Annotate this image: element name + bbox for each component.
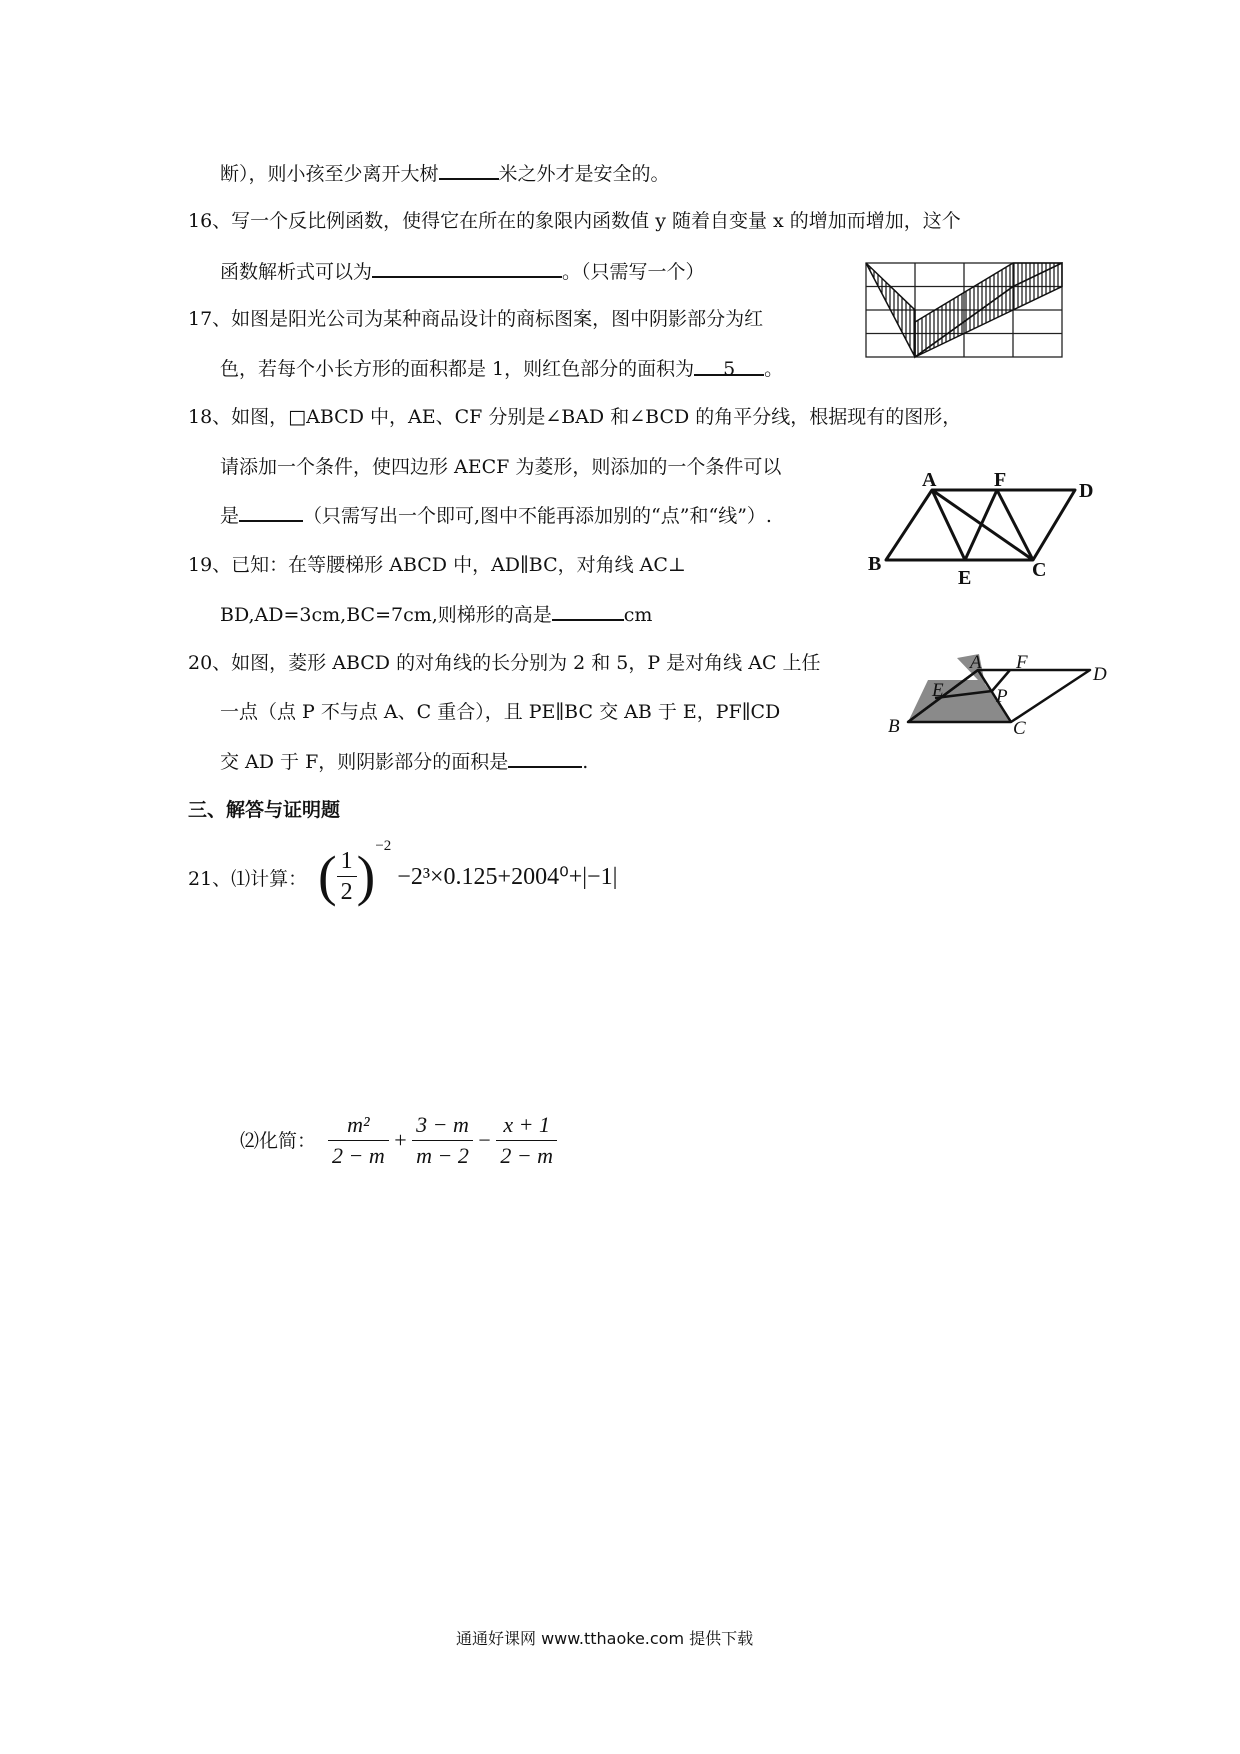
q21-fraction [337, 846, 357, 907]
q21-t1-den: 2 − m [332, 1143, 385, 1168]
q17-line1: 17、如图是阳光公司为某种商品设计的商标图案，图中阴影部分为红 [188, 308, 764, 330]
page-footer: 通通好课网 www.tthaoke.com 提供下载 [456, 1629, 754, 1648]
q21-expr-rest: −2³×0.125+2004⁰+|−1| [397, 863, 618, 890]
q20-label-P: P [996, 686, 1008, 707]
q21-t2-num: 3 − m [412, 1110, 473, 1141]
q15-tail-post: 米之外才是安全的。 [498, 163, 670, 185]
q21-term3 [496, 1110, 557, 1171]
q20-label-F: F [1016, 652, 1028, 673]
q19-answer-blank[interactable] [552, 601, 624, 621]
q18-label-C: C [1032, 559, 1047, 581]
q18-line2: 请添加一个条件，使四边形 AECF 为菱形，则添加的一个条件可以 [220, 456, 782, 478]
q17-answer[interactable]: 5 [694, 356, 764, 376]
q20-answer-blank[interactable] [508, 748, 582, 768]
q21-label-2: ⑵化简： [240, 1130, 317, 1152]
q21-frac-den: 2 [340, 878, 353, 905]
q17-logo-figure [865, 262, 1065, 360]
q21-frac-num: 1 [337, 846, 357, 877]
q21-term2 [412, 1110, 473, 1171]
q21-plus: + [394, 1127, 407, 1153]
q17-line2-pre: 色，若每个小长方形的面积都是 1，则红色部分的面积为 [220, 358, 695, 380]
q16-line1: 16、写一个反比例函数，使得它在所在的象限内函数值 y 随着自变量 x 的增加而增加，这个 [188, 210, 961, 232]
q20-line3 [220, 748, 588, 775]
q20-label-A: A [970, 652, 982, 673]
q21-exponent: −2 [375, 838, 392, 854]
q20-line1: 20、如图，菱形 ABCD 的对角线的长分别为 2 和 5，P 是对角线 AC 上任 [188, 652, 821, 674]
q16-line2 [220, 258, 705, 285]
q15-answer-blank[interactable] [439, 160, 499, 180]
q18-line3-post: （只需写出一个即可,图中不能再添加别的“点”和“线”）. [303, 505, 772, 527]
q20-label-C: C [1013, 718, 1026, 738]
q21-expression-1 [318, 838, 617, 908]
q21-paren-close: ) [356, 845, 376, 908]
q17-line2 [220, 356, 783, 382]
q18-parallelogram-figure [860, 470, 1110, 595]
q20-line3-pre: 交 AD 于 F，则阴影部分的面积是 [220, 751, 509, 773]
q21-paren-open: ( [318, 845, 337, 908]
q16-line2-post: 。（只需写一个） [562, 261, 705, 283]
q19-line1: 19、已知：在等腰梯形 ABCD 中，AD∥BC，对角线 AC⊥ [188, 554, 686, 576]
q21-t1-num: m² [328, 1110, 389, 1141]
q19-line2-pre: BD,AD=3cm,BC=7cm,则梯形的高是 [220, 604, 552, 626]
q15-tail-line [220, 160, 670, 187]
q18-label-D: D [1079, 480, 1094, 502]
q21-t2-den: m − 2 [416, 1143, 469, 1168]
q18-answer-blank[interactable] [239, 502, 303, 522]
q20-label-B: B [888, 716, 900, 737]
q18-line3-pre: 是 [220, 505, 240, 527]
q18-label-B: B [868, 553, 882, 575]
q16-line2-pre: 函数解析式可以为 [220, 261, 373, 283]
q19-line2 [220, 601, 652, 628]
q16-answer-blank[interactable] [372, 258, 562, 278]
q18-label-E: E [958, 567, 972, 589]
q20-label-D: D [1093, 664, 1107, 685]
q21-t3-den: 2 − m [500, 1143, 554, 1168]
q21-label: 21、⑴计算： [188, 868, 308, 890]
q15-tail-pre: 断），则小孩至少离开大树 [220, 163, 439, 185]
q18-label-A: A [922, 470, 937, 491]
q20-line3-post: . [582, 751, 589, 773]
q18-line1: 18、如图，□ABCD 中，AE、CF 分别是∠BAD 和∠BCD 的角平分线，根据现有的图形， [188, 406, 962, 428]
q21-expression-2 [328, 1110, 557, 1171]
q21-minus: − [478, 1127, 491, 1153]
q20-rhombus-figure [880, 646, 1120, 738]
section-3-heading: 三、解答与证明题 [188, 799, 341, 821]
q18-label-F: F [994, 470, 1007, 491]
q21-term1 [328, 1110, 389, 1171]
q20-label-E: E [932, 680, 944, 701]
q19-line2-post: cm [623, 604, 653, 626]
q21-t3-num: x + 1 [496, 1110, 557, 1141]
q18-line3 [220, 502, 772, 529]
q20-line2: 一点（点 P 不与点 A、C 重合），且 PE∥BC 交 AB 于 E，PF∥CD [220, 701, 781, 723]
q17-line2-post: 。 [764, 358, 784, 380]
